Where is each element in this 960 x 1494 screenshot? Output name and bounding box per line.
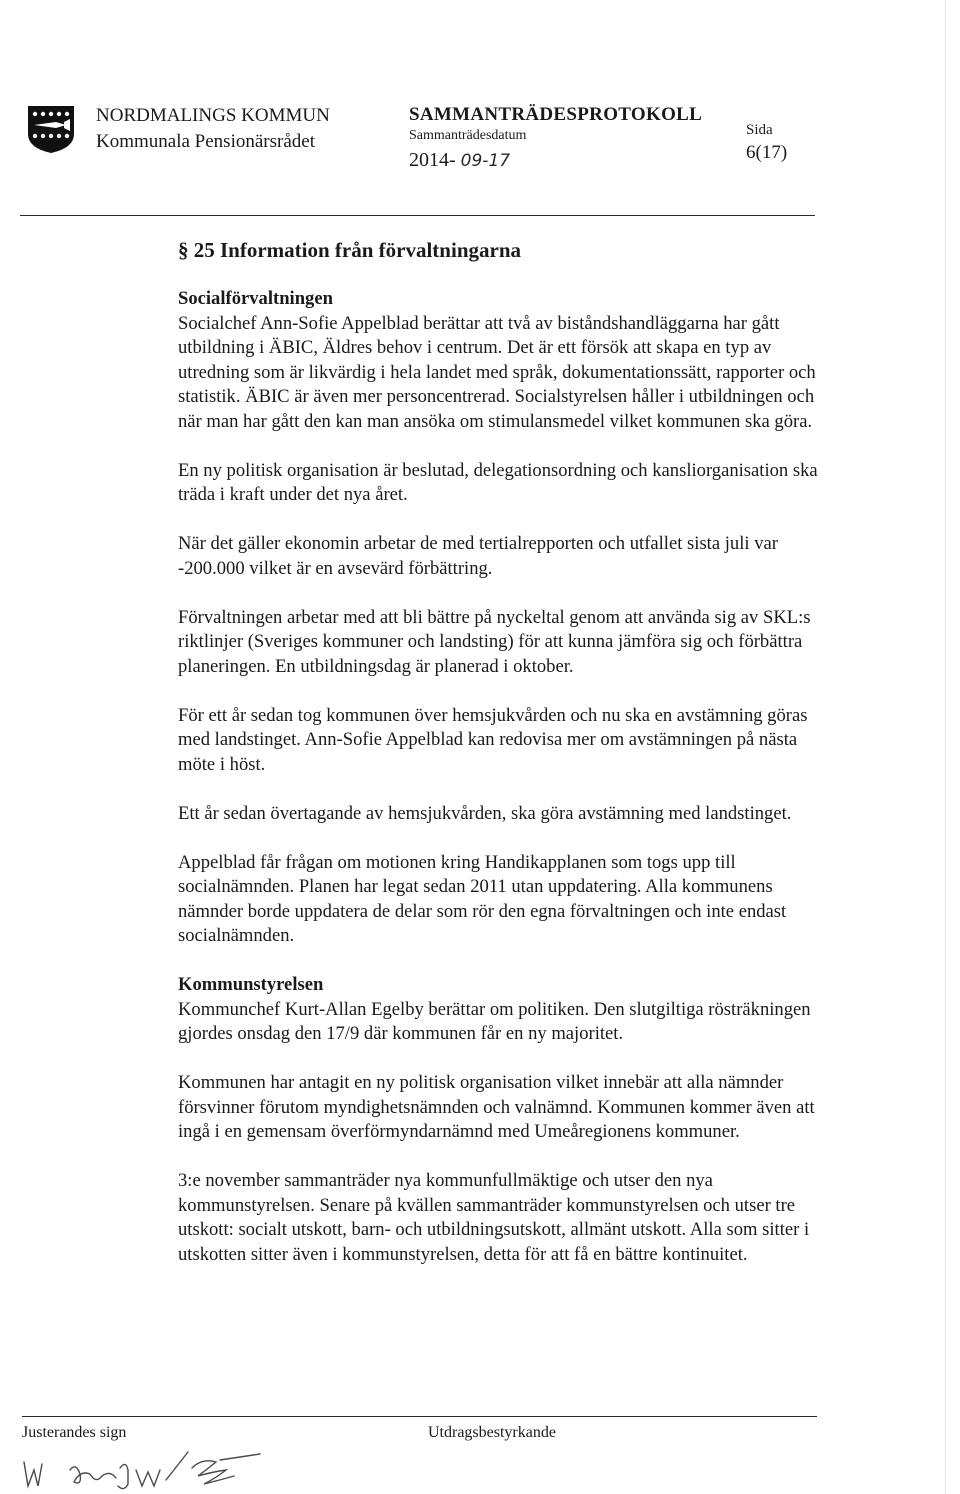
- paragraph: 3:e november sammanträder nya kommunfullmäktige och utser den nya kommunstyrelsen. Senare på kvällen sammanträder kommunstyrelsen och utser tre utskott: socialt utskott, barn- och utbildningsutskott, allmänt utskott. Alla som sitter i utskotten sitter även i kommunstyrelsen, detta för att få en bättre kontinuitet.: [178, 1170, 810, 1265]
- paragraph: När det gäller ekonomin arbetar de med tertialrepporten och utfallet sista juli var -200.000 vilket är en avsevärd förbättring.: [178, 533, 778, 579]
- meeting-date-printed: 2014-: [409, 149, 456, 171]
- paragraph: Socialchef Ann-Sofie Appelblad berättar att två av biståndshandläggarna har gått utbildning i ÄBIC, Äldres behov i centrum. Det är ett försök att skapa en typ av utredning som är likvärdig i hela landet med språk, dokumentationssätt, rapporter och statistik. ÄBIC är även mer personcentrerad. Socialstyrelsen håller i utbildningen och när man har gått den kan man ansöka om stimulansmedel vilket kommunen ska göra.: [178, 312, 816, 432]
- section-heading: § 25 Information från förvaltningarna: [178, 238, 521, 262]
- organization-name: NORDMALINGS KOMMUN: [96, 105, 330, 126]
- organization-block: [96, 103, 330, 155]
- paragraph: Förvaltningen arbetar med att bli bättre på nyckeltal genom att använda sig av SKL:s riktlinjer (Sveriges kommuner och landsting) för att kunna jämföra sig och förbättra planeringen. En utbildningsdag är planerad i oktober.: [178, 606, 811, 677]
- footer-divider: [22, 1416, 817, 1417]
- footer-certification-label: Utdragsbestyrkande: [428, 1424, 556, 1441]
- page-edge-line: [945, 0, 946, 1494]
- municipal-coat-of-arms-logo: [26, 104, 76, 154]
- paragraph: En ny politisk organisation är beslutad, delegationsordning och kansliorganisation ska träda i kraft under det nya året.: [178, 459, 818, 505]
- paragraph: Kommunen har antagit en ny politisk organisation vilket innebär att alla nämnder försvinner förutom myndighetsnämnden och valnämnd. Kommunen kommer även att ingå i en gemensam överförmyndarnämnd med Umeåregionens kommuner.: [178, 1072, 815, 1142]
- organization-unit: Kommunala Pensionärsrådet: [96, 131, 315, 152]
- meeting-date-label: Sammanträdesdatum: [409, 128, 527, 143]
- subheading-kommunstyrelsen: Kommunstyrelsen: [178, 974, 324, 995]
- paragraph: För ett år sedan tog kommunen över hemsjukvården och nu ska en avstämning göras med landstinget. Ann-Sofie Appelblad kan redovisa mer om avstämningen på nästa möte i höst.: [178, 704, 808, 775]
- subheading-socialforvaltningen: Socialförvaltningen: [178, 288, 333, 309]
- page-label: Sida: [746, 122, 773, 138]
- page-number: 6(17): [746, 142, 788, 163]
- paragraph: Kommunchef Kurt-Allan Egelby berättar om politiken. Den slutgiltiga rösträkningen gjordes onsdag den 17/9 där kommunen får en ny majoritet.: [178, 998, 811, 1044]
- protocol-block: [409, 103, 702, 174]
- protocol-title: SAMMANTRÄDESPROTOKOLL: [409, 104, 703, 125]
- meeting-date-handwritten: 09-17: [460, 151, 511, 171]
- header-divider: [20, 215, 815, 216]
- paragraph: Appelblad får frågan om motionen kring Handikapplanen som togs upp till socialnämnden. Planen har legat sedan 2011 utan uppdatering. Alla kommunens nämnder borde uppdatera de delar som rör den egna förvaltningen och inte endast socialnämnden.: [178, 851, 787, 946]
- meeting-date: [409, 147, 702, 174]
- paragraph: Ett år sedan övertagande av hemsjukvården, ska göra avstämning med landstinget.: [178, 802, 792, 824]
- section-content: [178, 236, 818, 1267]
- handwritten-signatures: [20, 1440, 290, 1494]
- footer-signature-label: Justerandes sign: [22, 1424, 127, 1441]
